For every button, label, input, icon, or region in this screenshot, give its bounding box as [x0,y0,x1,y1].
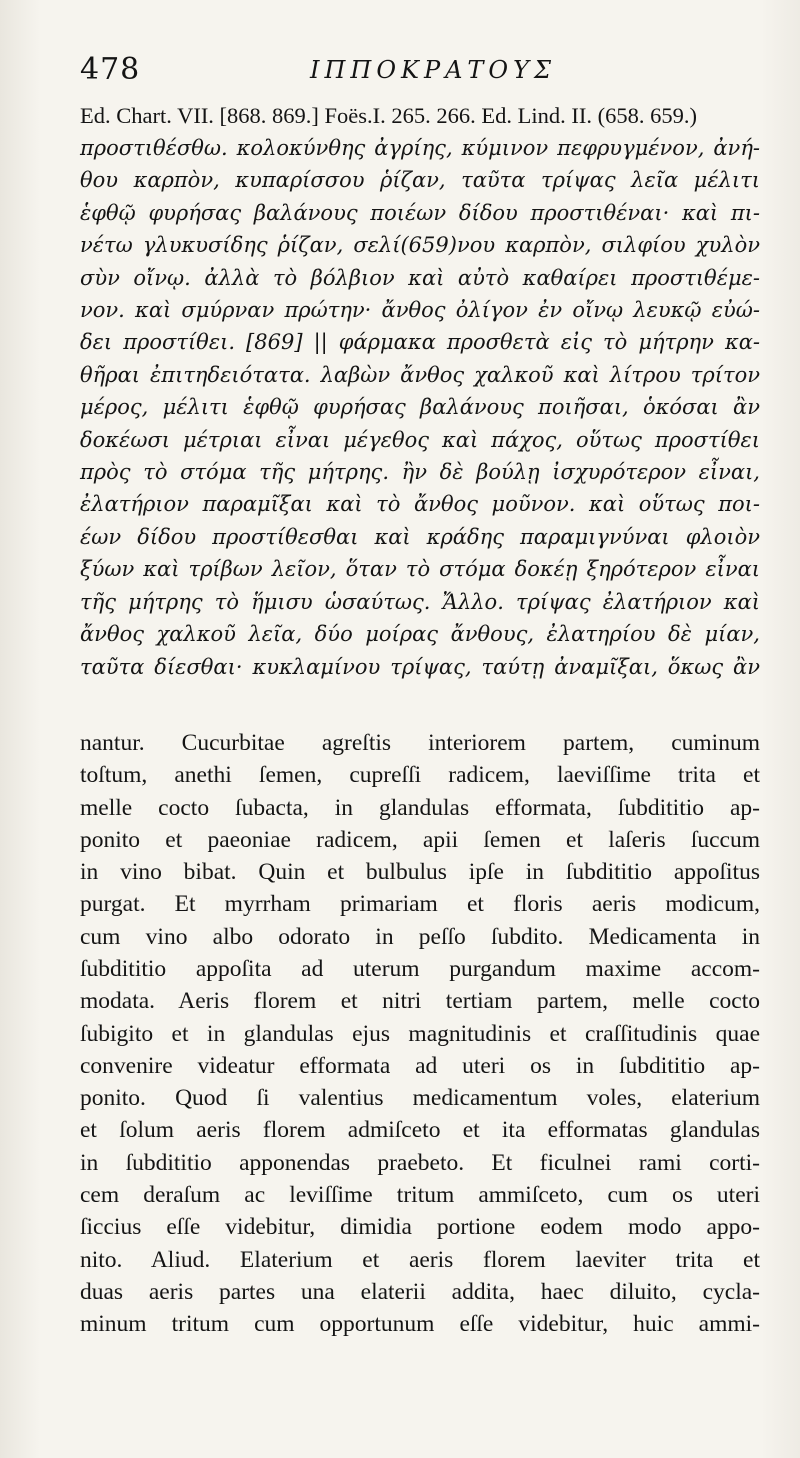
greek-line: ἐλατήριον παραμῖξαι καὶ τὸ ἄνθος μοῦνον. καὶ οὕτως ποι- [80,492,760,517]
latin-line: modata. Aeris florem et nitri tertiam partem, melle cocto [80,988,760,1015]
latin-text-block [80,727,760,1341]
greek-line: μέρος, μέλιτι ἑφθῷ φυρήσας βαλάνους ποιῆσαι, ὁκόσαι ἂν [80,395,760,420]
latin-line: in vino bibat. Quin et bulbulus ipſe in ſubdititio appoſitus [80,859,760,886]
latin-line: nantur. Cucurbitae agreſtis interiorem partem, cuminum [80,729,760,756]
greek-line: νον. καὶ σμύρναν πρώτην· ἄνθος ὀλίγον ἐν οἴνῳ λευκῷ εὐώ- [80,298,760,323]
greek-line: ἑφθῷ φυρήσας βαλάνους ποιέων δίδου προστιθέναι· καὶ πι- [80,200,760,225]
greek-line: θῆραι ἐπιτηδειότατα. λαβὼν ἄνθος χαλκοῦ καὶ λίτρου τρίτον [80,362,760,387]
greek-line: τῆς μήτρης τὸ ἥμισυ ὡσαύτως. Ἄλλο. τρίψας ἐλατήριον καὶ [80,589,760,614]
latin-line: minum tritum cum opportunum eſſe videbitur, huic ammi- [80,1311,760,1338]
greek-line: δοκέωσι μέτριαι εἶναι μέγεθος καὶ πάχος, οὕτως προστίθει [80,427,760,452]
latin-line: ponito. Quod ſi valentius medicamentum voles, elaterium [80,1085,760,1112]
latin-line: melle cocto ſubacta, in glandulas efformata, ſubdititio ap- [80,794,760,821]
section-gap [80,683,760,727]
greek-line: ξύων καὶ τρίβων λεῖον, ὅταν τὸ στόμα δοκέῃ ξηρότερον εἶναι [80,557,760,582]
page-number: 478 [80,52,141,87]
greek-line: προστιθέσθω. κολοκύνθης ἀγρίης, κύμινον πεφρυγμένον, ἀνή- [80,136,760,160]
latin-line: et ſolum aeris florem admiſceto et ita efformatas glandulas [80,1117,760,1144]
greek-line: σὺν οἴνῳ. ἀλλὰ τὸ βόλβιον καὶ αὐτὸ καθαίρει προστιθέμε- [80,265,760,290]
latin-line: in ſubdititio apponendas praebeto. Et ficulnei rami corti- [80,1149,760,1176]
latin-line: ſiccius eſſe videbitur, dimidia portione eodem modo appo- [80,1214,760,1241]
running-head: ΙΠΠΟΚΡΑΤΟΥΣ [310,56,556,84]
greek-line: νέτω γλυκυσίδης ῥίζαν, σελί(659)νου καρπὸν, σιλφίου χυλὸν [80,233,760,258]
greek-line: πρὸς τὸ στόμα τῆς μήτρης. ἢν δὲ βούλῃ ἰσχυρότερον εἶναι, [80,460,760,485]
latin-line: ſubdititio appoſita ad uterum purgandum maxime accom- [80,955,760,982]
latin-line: purgat. Et myrrham primariam et floris aeris modicum, [80,891,760,918]
edition-reference-line: Ed. Chart. VII. [868. 869.] Foës.I. 265. 266. Ed. Lind. II. (658. 659.) [80,103,698,128]
greek-line: έων δίδου προστίθεσθαι καὶ κράδης παραμιγνύναι φλοιὸν [80,524,760,549]
greek-line: θου καρπὸν, κυπαρίσσου ῥίζαν, ταῦτα τρίψας λεῖα μέλιτι [80,168,760,193]
latin-line: ſubigito et in glandulas ejus magnitudinis et craſſitudinis quae [80,1020,760,1047]
greek-line: ταῦτα δίεσθαι· κυκλαμίνου τρίψας, ταύτῃ ἀναμῖξαι, ὅκως ἂν [80,654,760,679]
latin-line: ponito et paeoniae radicem, apii ſemen et laſeris ſuccum [80,826,760,853]
latin-line: duas aeris partes una elaterii addita, haec diluito, cycla- [80,1278,760,1305]
greek-text-block [80,132,760,683]
latin-line: cum vino albo odorato in peſſo ſubdito. Medicamenta in [80,923,760,950]
latin-line: nito. Aliud. Elaterium et aeris florem laeviter trita et [80,1246,760,1273]
greek-line: δει προστίθει. [869] || φάρμακα προσθετὰ εἰς τὸ μήτρην κα- [80,330,760,355]
page-header [80,52,760,96]
latin-line: cem deraſum ac leviſſime tritum ammiſceto, cum os uteri [80,1182,760,1209]
latin-line: convenire videatur efformata ad uteri os in ſubdititio ap- [80,1052,760,1079]
greek-line: ἄνθος χαλκοῦ λεῖα, δύο μοίρας ἄνθους, ἐλατηρίου δὲ μίαν, [80,622,760,647]
latin-line: toſtum, anethi ſemen, cupreſſi radicem, laeviſſime trita et [80,762,760,789]
